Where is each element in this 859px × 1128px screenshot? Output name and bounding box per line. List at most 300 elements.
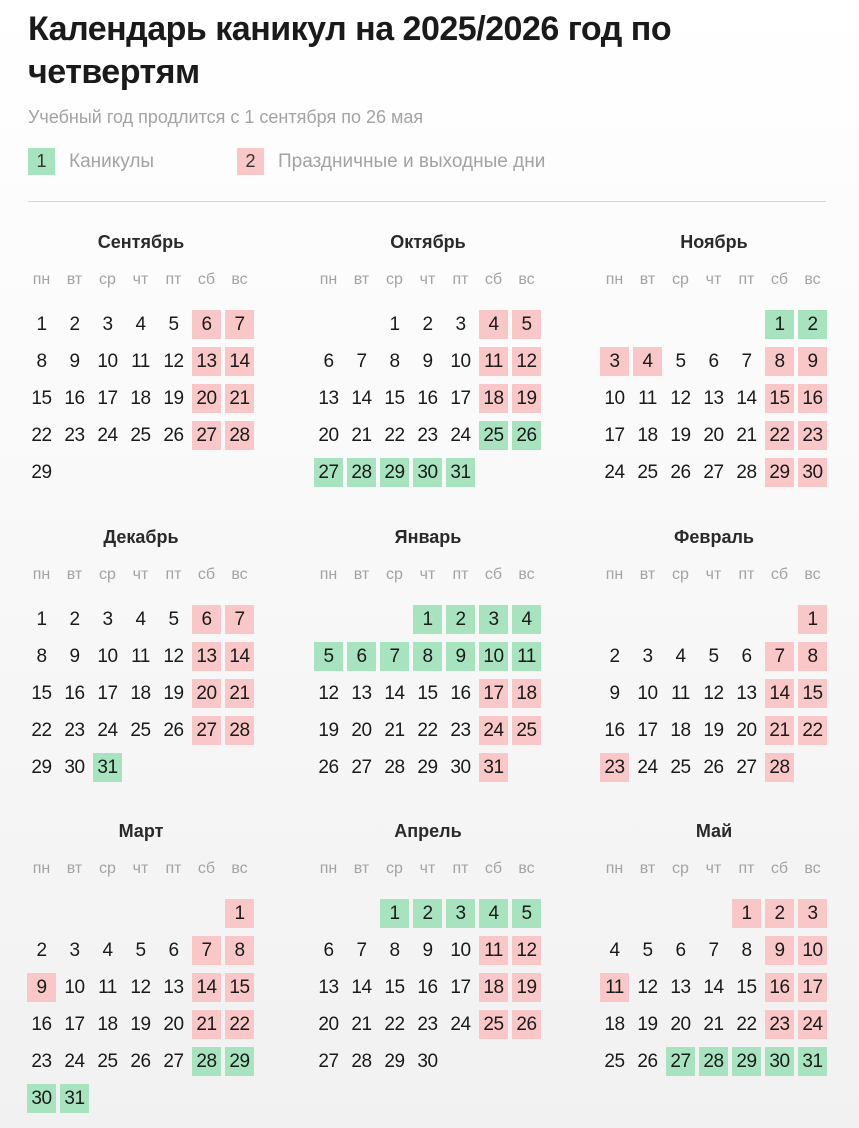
day-number: 29 (417, 756, 438, 778)
day-number: 6 (741, 645, 752, 667)
day-number: 19 (163, 387, 184, 409)
day-holiday: 16 (765, 973, 794, 1002)
day-cell (598, 712, 631, 749)
day-holiday: 17 (798, 973, 827, 1002)
month-name: Январь (394, 527, 462, 547)
day-cell (345, 343, 378, 380)
day-number: 24 (450, 1013, 471, 1035)
weekday-label: сб (484, 271, 503, 288)
day-number: 1 (36, 313, 47, 335)
day-number: 3 (102, 608, 113, 630)
day-cell (444, 601, 477, 638)
day-cell (157, 343, 190, 380)
day-holiday: 24 (479, 716, 508, 745)
day-cell (312, 454, 345, 491)
day-number: 12 (670, 387, 691, 409)
day-empty (631, 601, 664, 638)
weekday-label: чт (705, 566, 722, 583)
day-number: 25 (637, 461, 658, 483)
day-number: 11 (638, 387, 657, 409)
weekday-header (312, 563, 544, 587)
day-cell (378, 306, 411, 343)
day-empty (312, 895, 345, 932)
day-cell (124, 306, 157, 343)
day-cell (664, 1006, 697, 1043)
days-grid (598, 895, 830, 1080)
day-number: 27 (351, 756, 372, 778)
day-number: 16 (31, 1013, 52, 1035)
day-cell (312, 675, 345, 712)
weekday-label: сб (484, 566, 503, 583)
day-cell (411, 969, 444, 1006)
day-number: 27 (163, 1050, 184, 1072)
day-cell (157, 417, 190, 454)
day-holiday: 25 (512, 716, 541, 745)
day-cell (312, 749, 345, 786)
day-cell (124, 712, 157, 749)
day-cell (345, 1043, 378, 1080)
day-number: 2 (69, 608, 80, 630)
day-number: 9 (69, 645, 80, 667)
day-holiday: 18 (479, 384, 508, 413)
weekday-label: пт (452, 860, 469, 877)
day-cell (378, 454, 411, 491)
day-cell (378, 895, 411, 932)
month-name: Сентябрь (97, 232, 185, 252)
day-number: 28 (384, 756, 405, 778)
day-number: 19 (703, 719, 724, 741)
day-number: 14 (384, 682, 405, 704)
day-number: 3 (642, 645, 653, 667)
day-cell (664, 1043, 697, 1080)
day-cell (58, 1043, 91, 1080)
day-cell (91, 1043, 124, 1080)
day-number: 11 (131, 645, 150, 667)
legend-item-holidays (237, 148, 545, 175)
day-cell (631, 638, 664, 675)
day-cell (157, 1043, 190, 1080)
day-holiday: 21 (765, 716, 794, 745)
day-number: 19 (670, 424, 691, 446)
day-holiday: 29 (765, 458, 794, 487)
day-empty (124, 895, 157, 932)
day-number: 4 (609, 939, 620, 961)
day-number: 15 (736, 976, 757, 998)
day-cell (796, 969, 829, 1006)
day-number: 17 (64, 1013, 85, 1035)
day-cell (411, 712, 444, 749)
weekday-label: ср (386, 271, 403, 288)
day-empty (664, 895, 697, 932)
day-cell (345, 454, 378, 491)
day-holiday: 19 (512, 384, 541, 413)
day-number: 12 (163, 350, 184, 372)
day-holiday: 1 (798, 605, 827, 634)
day-number: 29 (384, 1050, 405, 1072)
days-grid (25, 306, 257, 491)
day-cell (510, 343, 543, 380)
day-holiday: 1 (732, 899, 761, 928)
day-holiday: 15 (765, 384, 794, 413)
day-number: 23 (31, 1050, 52, 1072)
day-empty (312, 601, 345, 638)
day-vacation: 26 (512, 421, 541, 450)
day-number: 20 (163, 1013, 184, 1035)
day-cell (664, 380, 697, 417)
day-cell (763, 675, 796, 712)
day-vacation: 2 (798, 310, 827, 339)
day-number: 5 (168, 608, 179, 630)
day-number: 10 (450, 939, 471, 961)
day-vacation: 28 (192, 1047, 221, 1076)
day-cell (124, 601, 157, 638)
day-cell (25, 675, 58, 712)
day-holiday: 15 (798, 679, 827, 708)
day-number: 3 (455, 313, 466, 335)
day-holiday: 13 (192, 642, 221, 671)
day-cell (378, 712, 411, 749)
day-cell (190, 601, 223, 638)
day-cell (697, 1043, 730, 1080)
day-number: 30 (450, 756, 471, 778)
day-cell (157, 1006, 190, 1043)
day-cell (378, 969, 411, 1006)
day-cell (664, 969, 697, 1006)
day-cell (598, 1006, 631, 1043)
day-number: 8 (389, 350, 400, 372)
day-number: 5 (135, 939, 146, 961)
day-number: 15 (31, 387, 52, 409)
day-number: 24 (64, 1050, 85, 1072)
day-holiday: 9 (27, 973, 56, 1002)
day-cell (796, 306, 829, 343)
weekday-label: вс (231, 566, 248, 583)
day-cell (25, 932, 58, 969)
day-vacation: 8 (413, 642, 442, 671)
day-cell (796, 932, 829, 969)
month-name: Апрель (394, 821, 462, 841)
day-cell (190, 638, 223, 675)
weekday-label: вс (804, 271, 821, 288)
day-number: 19 (163, 682, 184, 704)
day-holiday: 7 (225, 605, 254, 634)
month-4 (25, 525, 257, 786)
day-cell (312, 638, 345, 675)
day-number: 22 (417, 719, 438, 741)
day-cell (411, 417, 444, 454)
weekday-label: ср (99, 566, 116, 583)
day-cell (345, 969, 378, 1006)
weekday-label: чт (132, 566, 149, 583)
weekday-label: сб (770, 860, 789, 877)
day-number: 29 (31, 756, 52, 778)
day-holiday: 2 (765, 899, 794, 928)
day-cell (510, 638, 543, 675)
legend (28, 148, 828, 176)
day-vacation: 27 (314, 458, 343, 487)
day-cell (598, 454, 631, 491)
day-cell (378, 638, 411, 675)
day-cell (730, 380, 763, 417)
day-number: 22 (384, 424, 405, 446)
day-number: 7 (708, 939, 719, 961)
weekday-label: вс (518, 566, 535, 583)
day-cell (223, 306, 256, 343)
day-cell (598, 749, 631, 786)
day-holiday: 8 (225, 936, 254, 965)
month-2 (312, 230, 544, 491)
month-name: Декабрь (103, 527, 179, 547)
day-vacation: 7 (380, 642, 409, 671)
day-vacation: 31 (446, 458, 475, 487)
day-holiday: 30 (798, 458, 827, 487)
day-vacation: 11 (512, 642, 541, 671)
day-number: 24 (450, 424, 471, 446)
day-cell (91, 380, 124, 417)
days-grid (598, 306, 830, 491)
day-cell (477, 306, 510, 343)
day-number: 21 (384, 719, 405, 741)
day-cell (697, 932, 730, 969)
day-holiday: 6 (192, 310, 221, 339)
day-cell (411, 749, 444, 786)
day-vacation: 28 (699, 1047, 728, 1076)
weekday-label: вт (639, 566, 656, 583)
weekday-label: ср (672, 271, 689, 288)
day-cell (598, 417, 631, 454)
day-cell (763, 380, 796, 417)
day-vacation: 3 (446, 899, 475, 928)
day-cell (763, 343, 796, 380)
day-empty (631, 306, 664, 343)
day-cell (444, 380, 477, 417)
day-cell (312, 712, 345, 749)
day-cell (477, 380, 510, 417)
day-holiday: 12 (512, 936, 541, 965)
day-holiday: 27 (192, 716, 221, 745)
day-cell (598, 969, 631, 1006)
day-cell (345, 1006, 378, 1043)
day-cell (312, 969, 345, 1006)
day-cell (223, 601, 256, 638)
day-empty (91, 895, 124, 932)
day-number: 7 (741, 350, 752, 372)
day-cell (510, 306, 543, 343)
day-number: 11 (131, 350, 150, 372)
weekday-label: сб (197, 271, 216, 288)
day-cell (157, 969, 190, 1006)
day-cell (58, 306, 91, 343)
day-cell (763, 895, 796, 932)
day-number: 22 (31, 719, 52, 741)
day-cell (411, 638, 444, 675)
day-number: 2 (69, 313, 80, 335)
days-grid (312, 895, 544, 1080)
month-name: Ноябрь (680, 232, 748, 252)
day-empty (664, 601, 697, 638)
day-cell (444, 343, 477, 380)
day-cell (697, 454, 730, 491)
day-holiday: 23 (798, 421, 827, 450)
day-cell (444, 712, 477, 749)
day-cell (124, 417, 157, 454)
day-number: 26 (318, 756, 339, 778)
day-number: 17 (450, 387, 471, 409)
day-cell (345, 638, 378, 675)
day-cell (345, 932, 378, 969)
day-cell (91, 306, 124, 343)
day-number: 6 (323, 350, 334, 372)
weekday-label: чт (419, 860, 436, 877)
day-cell (631, 343, 664, 380)
day-cell (411, 343, 444, 380)
day-number: 14 (736, 387, 757, 409)
day-cell (91, 932, 124, 969)
day-cell (25, 417, 58, 454)
day-cell (796, 712, 829, 749)
day-vacation: 30 (413, 458, 442, 487)
day-number: 4 (135, 313, 146, 335)
day-holiday: 6 (192, 605, 221, 634)
day-number: 20 (318, 424, 339, 446)
day-cell (25, 343, 58, 380)
day-empty (598, 601, 631, 638)
day-cell (312, 1043, 345, 1080)
day-number: 26 (130, 1050, 151, 1072)
day-number: 13 (318, 976, 339, 998)
day-cell (763, 969, 796, 1006)
day-cell (223, 969, 256, 1006)
day-cell (477, 749, 510, 786)
day-cell (223, 1006, 256, 1043)
day-number: 20 (318, 1013, 339, 1035)
day-empty (25, 895, 58, 932)
day-number: 28 (736, 461, 757, 483)
day-number: 16 (417, 387, 438, 409)
day-cell (157, 601, 190, 638)
day-number: 18 (130, 387, 151, 409)
day-holiday: 3 (600, 347, 629, 376)
day-cell (477, 343, 510, 380)
day-cell (124, 380, 157, 417)
day-number: 5 (675, 350, 686, 372)
weekday-label: вс (518, 271, 535, 288)
day-number: 26 (703, 756, 724, 778)
day-cell (697, 749, 730, 786)
day-vacation: 30 (27, 1084, 56, 1113)
day-number: 10 (97, 350, 118, 372)
weekday-label: пт (165, 566, 182, 583)
day-cell (598, 1043, 631, 1080)
day-cell (730, 712, 763, 749)
day-cell (124, 1006, 157, 1043)
day-number: 23 (450, 719, 471, 741)
weekday-label: пн (605, 271, 624, 288)
weekday-label: чт (419, 566, 436, 583)
day-cell (598, 343, 631, 380)
day-number: 5 (708, 645, 719, 667)
day-number: 1 (389, 313, 400, 335)
day-cell (664, 712, 697, 749)
day-number: 6 (675, 939, 686, 961)
day-cell (510, 895, 543, 932)
weekday-header (25, 563, 257, 587)
day-cell (157, 380, 190, 417)
day-cell (444, 969, 477, 1006)
day-empty (58, 895, 91, 932)
day-cell (763, 1043, 796, 1080)
day-holiday: 11 (600, 973, 629, 1002)
day-number: 25 (97, 1050, 118, 1072)
day-cell (664, 343, 697, 380)
day-number: 12 (318, 682, 339, 704)
day-number: 12 (703, 682, 724, 704)
day-number: 23 (417, 1013, 438, 1035)
day-cell (378, 749, 411, 786)
day-number: 18 (670, 719, 691, 741)
day-cell (25, 454, 58, 491)
day-number: 16 (604, 719, 625, 741)
day-cell (763, 417, 796, 454)
day-number: 17 (637, 719, 658, 741)
day-holiday: 1 (225, 899, 254, 928)
day-cell (664, 638, 697, 675)
day-number: 2 (36, 939, 47, 961)
weekday-label: вс (231, 860, 248, 877)
day-cell (444, 306, 477, 343)
weekday-label: вт (353, 860, 370, 877)
day-number: 10 (637, 682, 658, 704)
day-vacation: 2 (413, 899, 442, 928)
day-holiday: 28 (225, 421, 254, 450)
day-holiday: 14 (765, 679, 794, 708)
day-number: 21 (736, 424, 757, 446)
day-holiday: 8 (798, 642, 827, 671)
day-number: 19 (130, 1013, 151, 1035)
day-number: 20 (736, 719, 757, 741)
day-cell (157, 638, 190, 675)
day-cell (91, 675, 124, 712)
day-number: 1 (36, 608, 47, 630)
day-cell (444, 675, 477, 712)
day-cell (411, 675, 444, 712)
day-cell (477, 969, 510, 1006)
day-number: 10 (64, 976, 85, 998)
day-cell (223, 895, 256, 932)
day-cell (477, 895, 510, 932)
day-cell (796, 675, 829, 712)
day-number: 15 (31, 682, 52, 704)
day-cell (58, 749, 91, 786)
day-vacation: 4 (479, 899, 508, 928)
day-cell (25, 380, 58, 417)
day-cell (411, 1006, 444, 1043)
day-number: 6 (323, 939, 334, 961)
day-cell (411, 1043, 444, 1080)
day-holiday: 20 (192, 384, 221, 413)
day-cell (730, 454, 763, 491)
day-empty (157, 895, 190, 932)
weekday-label: пт (738, 566, 755, 583)
day-number: 19 (637, 1013, 658, 1035)
day-number: 16 (64, 682, 85, 704)
day-holiday: 23 (765, 1010, 794, 1039)
day-cell (124, 343, 157, 380)
day-number: 13 (670, 976, 691, 998)
day-cell (25, 638, 58, 675)
day-number: 6 (168, 939, 179, 961)
day-cell (190, 1006, 223, 1043)
